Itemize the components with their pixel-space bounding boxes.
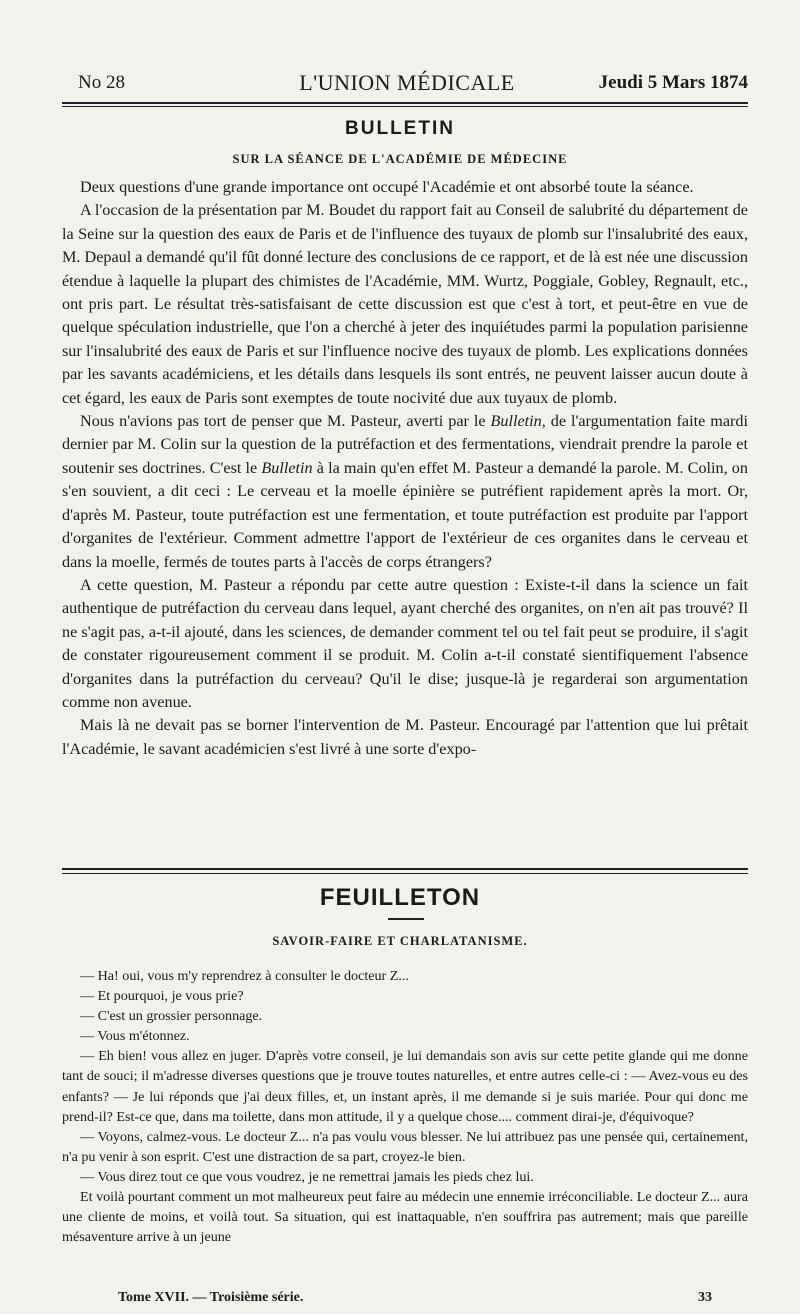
header-rule [62, 102, 748, 104]
issue-date: Jeudi 5 Mars 1874 [598, 72, 748, 93]
bulletin-paragraph: Deux questions d'une grande importance ont occupé l'Académie et ont absorbé toute la séance. [80, 178, 694, 196]
text-run: à la main qu'en effet M. Pasteur a demandé la parole. M. Colin, on s'en souvient, a dit ceci : Le cerveau et la moelle épinière se putréfient rapidement après la mort. Or, d'après M. Pasteur, toute putréfaction est une fermentation, et toute putréfaction est produite par l'apport d'organites de l'extérieur. Comment admettre l'apport de l'extérieur de ces organites dans le cerveau et dans la moelle, fermés de toutes parts à l'accès de corps étrangers? [62, 458, 748, 571]
bulletin-title: BULLETIN [345, 118, 455, 139]
italic-run: Bulletin [261, 458, 313, 477]
bulletin-paragraph [62, 410, 748, 574]
feuilleton-subtitle: SAVOIR-FAIRE ET CHARLATANISME. [272, 934, 528, 948]
header-rule-thin [62, 106, 748, 107]
page-number: 33 [698, 1290, 712, 1305]
feuilleton-title-rule [388, 918, 424, 920]
tome-info: Tome XVII. — Troisième série. [118, 1290, 304, 1305]
feuilleton-paragraph: — Et pourquoi, je vous prie? [80, 988, 244, 1005]
bulletin-body [62, 176, 748, 761]
journal-title: L'UNION MÉDICALE [299, 70, 515, 95]
feuilleton-paragraph: — Eh bien! vous allez en juger. D'après votre conseil, je lui demandais son avis sur cette petite glande qui me donne tant de souci; il m'adresse diverses questions que je trouve toutes naturelles, et entre autres celle-ci : — Avez-vous eu des enfants? — Je lui réponds que j'ai deux filles, et, un instant après, il me demande si je suis mariée. Pour qui donc me prend-il? Est-ce que, dans ma toilette, dans mon attitude, il y a quelque chose.... comment dirai-je, d'équivoque? [62, 1048, 748, 1125]
text-run: , de l'argumentation faite mardi dernier par M. Colin sur la question de la putréfaction et des fermentations, viendrait prendre la parole et soutenir ses doctrines. C'est le [62, 412, 748, 477]
text-run: Nous n'avions pas tort de penser que M. Pasteur, averti par le [80, 412, 491, 431]
italic-run: Bulletin [490, 412, 542, 431]
bulletin-paragraph: Mais là ne devait pas se borner l'intervention de M. Pasteur. Encouragé par l'attention que lui prêtait l'Académie, le savant académicien s'est livré à une sorte d'expo- [62, 716, 748, 758]
bulletin-paragraph: A l'occasion de la présentation par M. Boudet du rapport fait au Conseil de salubrité du département de la Seine sur la question des eaux de Paris et de l'influence des tuyaux de plomb sur l'insalubrité des eaux, M. Depaul a demandé qu'il fût donné lecture des conclusions de ce rapport, et de là est née une discussion étendue à laquelle la plupart des chimistes de l'Académie, MM. Wurtz, Poggiale, Gobley, Regnault, etc., ont pris part. Le résultat très-satisfaisant de cette discussion est que c'est à tort, et peut-être en vue de quelque spéculation industrielle, que l'on a cherché à jeter des inquiétudes parmi la population parisienne sur l'insalubrité des eaux de Paris et sur l'influence nocive des tuyaux de plomb. Les explications données par les savants académiciens, et les détails dans lesquels ils sont entrés, ne peuvent laisser aucun doute à cet égard, les eaux de Paris sont exemptes de toute nocivité due aux tuyaux de plomb. [62, 201, 748, 407]
bulletin-paragraph: A cette question, M. Pasteur a répondu par cette autre question : Existe-t-il dans la science un fait authentique de putréfaction du cerveau dans lequel, ayant cherché des organites, on n'en ait pas trouvé? Il ne s'agit pas, a-t-il ajouté, dans les sciences, de demander comment tel ou tel fait peut se produire, il s'agit de constater rigoureusement comment il se produit. M. Colin a-t-il constaté sientifiquement l'absence d'organites dans la putréfaction du cerveau? Qu'il le dise; jusque-là je regarderai son argumentation comme non avenue. [62, 575, 748, 711]
issue-number: No 28 [78, 72, 125, 93]
feuilleton-paragraph: — C'est un grossier personnage. [80, 1008, 263, 1025]
feuilleton-paragraph: — Voyons, calmez-vous. Le docteur Z... n'a pas voulu vous blesser. Ne lui attribuez pas une pensée qui, certainement, n'a pu venir à son esprit. C'est une distraction de sa part, croyez-le bien. [62, 1128, 748, 1165]
feuilleton-title: FEUILLETON [319, 884, 481, 911]
page-header [66, 66, 748, 100]
feuilleton-paragraph: — Vous m'étonnez. [80, 1028, 190, 1045]
feuilleton-rule-top [62, 868, 748, 870]
feuilleton-rule-top-thin [62, 873, 748, 874]
feuilleton-body [62, 966, 748, 1247]
feuilleton-paragraph: — Ha! oui, vous m'y reprendrez à consulter le docteur Z... [80, 968, 409, 984]
bulletin-subtitle: SUR LA SÉANCE DE L'ACADÉMIE DE MÉDECINE [232, 152, 568, 166]
feuilleton-paragraph: — Vous direz tout ce que vous voudrez, je ne remettrai jamais les pieds chez lui. [80, 1168, 534, 1185]
feuilleton-paragraph: Et voilà pourtant comment un mot malheureux peut faire au médecin une ennemie irréconciliable. Le docteur Z... aura une cliente de moins, et voilà tout. Sa situation, qui est inattaquable, n'en souffrira pas autrement; mais que pareille mésaventure arrive à un jeune [62, 1189, 748, 1246]
